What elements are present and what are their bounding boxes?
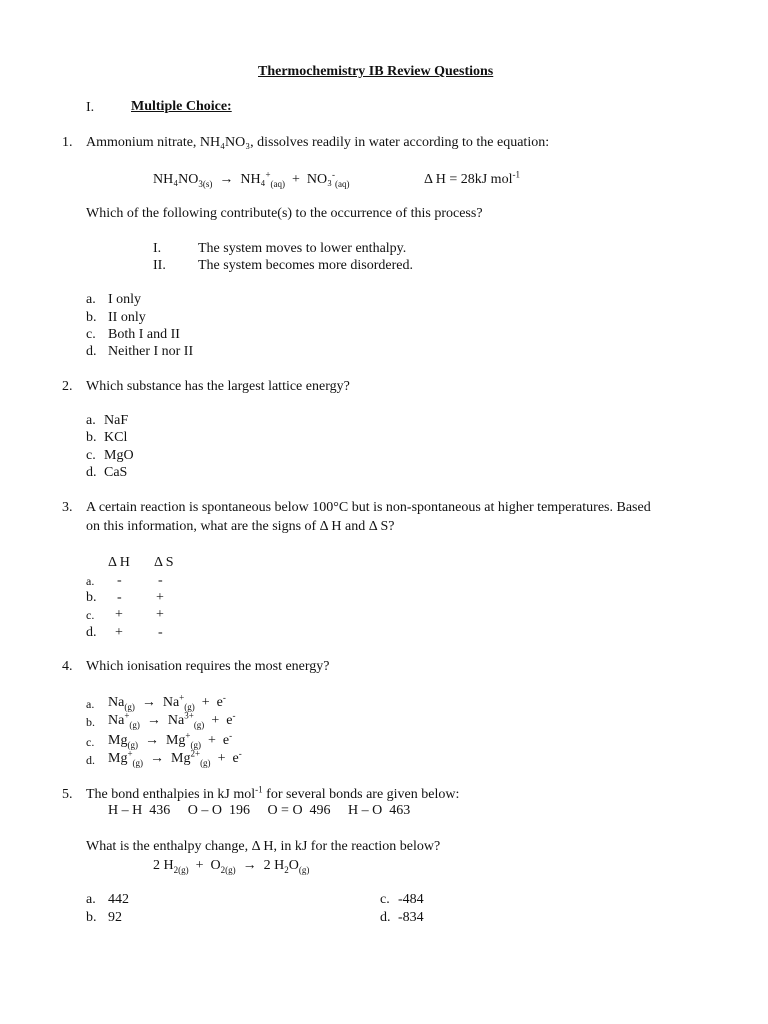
q3-text-line2: on this information, what are the signs of Δ H and Δ S? (86, 519, 395, 534)
q3-col-ds: Δ S (154, 555, 174, 570)
q4-option-equation (108, 712, 235, 729)
q5-option-letter: d. (380, 910, 391, 925)
q1-delta-h-text: Δ H = 28kJ mol (424, 172, 513, 187)
q3-text-line1: A certain reaction is spontaneous below 100°C but is non-spontaneous at higher temperatures. Based (86, 500, 651, 515)
q3-row-ds: + (156, 590, 164, 605)
q4-arrow: → (146, 713, 161, 728)
q3-number: 3. (62, 500, 73, 515)
q4-reactant-sup: + (127, 748, 133, 759)
q2-option-text: CaS (104, 465, 128, 480)
q4-number: 4. (62, 659, 73, 674)
q4-product-sub: (g) (200, 757, 211, 768)
q4-option-letter: c. (86, 735, 95, 749)
q1-equation (153, 171, 350, 188)
q2-option-letter: c. (86, 448, 96, 463)
q1-statement-text: The system moves to lower enthalpy. (198, 241, 407, 256)
q4-option-letter: b. (86, 715, 95, 729)
q1-eq-arrow: → (219, 172, 234, 187)
q5-eq-arrow: → (242, 858, 257, 873)
q4-arrow: → (141, 695, 156, 710)
q4-electron-sup: - (229, 730, 233, 741)
q4-reactant-sub: (g) (124, 701, 135, 712)
q1-option-letter: b. (86, 310, 97, 325)
q5-eq-h2o: 2 H (263, 858, 285, 873)
q1-option-text: I only (108, 292, 142, 307)
q4-reactant: Na (108, 695, 125, 710)
q5-eq-h2o-o: O (288, 858, 299, 873)
q2-option-letter: a. (86, 413, 96, 428)
q4-electron: e (232, 751, 239, 766)
q4-reactant: Mg (108, 733, 128, 748)
q5-eq-h2o-sub: 2 (284, 864, 289, 875)
q4-product: Mg (171, 751, 191, 766)
q4-product-sub: (g) (193, 719, 205, 730)
q4-electron-sup: - (222, 692, 226, 703)
q3-row-letter: b. (86, 590, 97, 605)
q5-eq-h2-sub: 2(g) (173, 864, 189, 875)
q5-text-a: The bond enthalpies in kJ mol (86, 787, 256, 802)
q5-option-letter: b. (86, 910, 97, 925)
q1-eq-product2-sup: - (332, 169, 336, 180)
q5-text-b: for several bonds are given below: (262, 787, 460, 802)
q4-option-equation (108, 750, 242, 767)
q2-number: 2. (62, 379, 73, 394)
q5-bond-enthalpies: H – H 436 O – O 196 O = O 496 H – O 463 (108, 803, 411, 818)
q4-product: Na (162, 695, 180, 710)
q4-option-equation (108, 694, 226, 711)
q4-option-letter: d. (86, 753, 95, 767)
q4-product-sup: 2+ (190, 748, 201, 759)
q5-eq-h2o-state: (g) (298, 864, 310, 875)
q4-reactant-sup: + (124, 710, 130, 721)
q4-product: Mg (165, 733, 186, 748)
q5-equation (153, 857, 309, 874)
q4-plus: + (217, 751, 226, 766)
q5-option-text: 442 (108, 892, 129, 907)
q3-col-dh: Δ H (108, 555, 130, 570)
q4-product: Na (167, 713, 185, 728)
q4-reactant-sub: (g) (127, 739, 138, 750)
q5-question: What is the enthalpy change, Δ H, in kJ for the reaction below? (86, 839, 441, 854)
q4-plus: + (201, 695, 210, 710)
q5-option-text: -834 (398, 910, 424, 925)
q3-row-dh: + (115, 607, 123, 622)
q4-option-letter: a. (86, 697, 95, 711)
q1-eq-product1: NH₄ (240, 172, 266, 187)
q5-option-text: -484 (398, 892, 424, 907)
q3-row-ds: - (158, 573, 163, 588)
q4-product-sup: + (179, 692, 185, 703)
q1-eq-product1-sup: + (265, 169, 271, 180)
q3-row-letter: c. (86, 608, 95, 622)
q4-text: Which ionisation requires the most energy? (86, 659, 330, 674)
q2-option-text: MgO (104, 448, 134, 463)
q4-reactant: Mg (108, 751, 128, 766)
q1-option-text: II only (108, 310, 146, 325)
q4-reactant-sub: (g) (132, 757, 144, 768)
q1-option-text: Neither I nor II (108, 344, 194, 359)
q2-option-text: NaF (104, 413, 129, 428)
q1-delta-h (424, 171, 520, 188)
q3-row-dh: + (115, 625, 123, 640)
q5-option-letter: c. (380, 892, 390, 907)
q4-electron: e (226, 713, 233, 728)
q1-text: Ammonium nitrate, NH₄NO₃, dissolves readily in water according to the equation: (86, 135, 550, 150)
q1-delta-h-sup: -1 (512, 169, 520, 180)
q1-option-letter: d. (86, 344, 97, 359)
q1-eq-product2: NO₃ (306, 172, 333, 187)
q5-eq-o2-sub: 2(g) (220, 864, 236, 875)
q4-electron-sup: - (232, 710, 236, 721)
q1-option-letter: a. (86, 292, 96, 307)
q2-option-letter: d. (86, 465, 97, 480)
q1-eq-reactant: NH₄NO (153, 172, 199, 187)
section-heading: Multiple Choice: (131, 99, 232, 114)
q1-eq-reactant-sub: 3(s) (198, 178, 213, 189)
q4-product-sup: + (185, 730, 191, 741)
q4-plus: + (211, 713, 220, 728)
q5-number: 5. (62, 787, 73, 802)
q2-option-letter: b. (86, 430, 97, 445)
q3-row-letter: d. (86, 625, 97, 640)
q3-row-dh: - (117, 590, 122, 605)
q4-plus: + (207, 733, 216, 748)
q5-eq-h2: 2 H (153, 858, 174, 873)
q1-option-text: Both I and II (108, 327, 180, 342)
q1-option-letter: c. (86, 327, 96, 342)
q3-row-dh: - (117, 573, 122, 588)
section-numeral: I. (86, 100, 95, 115)
q5-text-sup: -1 (255, 784, 263, 795)
q4-arrow: → (144, 733, 159, 748)
q4-electron-sup: - (238, 748, 242, 759)
q4-electron: e (222, 733, 230, 748)
q1-number: 1. (62, 135, 73, 150)
q1-statement-text: The system becomes more disordered. (198, 258, 413, 273)
page-title: Thermochemistry IB Review Questions (258, 64, 494, 79)
q4-product-sup: 3+ (184, 710, 194, 721)
q3-row-ds: - (158, 625, 163, 640)
q4-product-sub: (g) (190, 739, 201, 750)
q4-product-sub: (g) (184, 701, 195, 712)
q5-eq-o2: O (210, 858, 221, 873)
q1-statement-num: I. (153, 241, 162, 256)
q4-option-equation (108, 732, 232, 749)
q4-arrow: → (150, 751, 165, 766)
q2-text: Which substance has the largest lattice energy? (86, 379, 350, 394)
q1-eq-plus: + (292, 172, 300, 187)
q4-reactant-sub: (g) (129, 719, 140, 730)
q4-reactant: Na (108, 713, 125, 728)
q1-question: Which of the following contribute(s) to the occurrence of this process? (86, 206, 483, 221)
q1-eq-product1-sub: (aq) (270, 178, 286, 189)
q3-row-letter: a. (86, 574, 95, 588)
q3-row-ds: + (156, 607, 164, 622)
q5-eq-plus: + (195, 858, 204, 873)
q5-option-text: 92 (108, 910, 122, 925)
q1-eq-product2-sub: (aq) (335, 178, 350, 189)
q1-statement-num: II. (153, 258, 166, 273)
q5-option-letter: a. (86, 892, 96, 907)
q5-text (86, 786, 459, 803)
q2-option-text: KCl (104, 430, 128, 445)
q4-electron: e (216, 695, 223, 710)
